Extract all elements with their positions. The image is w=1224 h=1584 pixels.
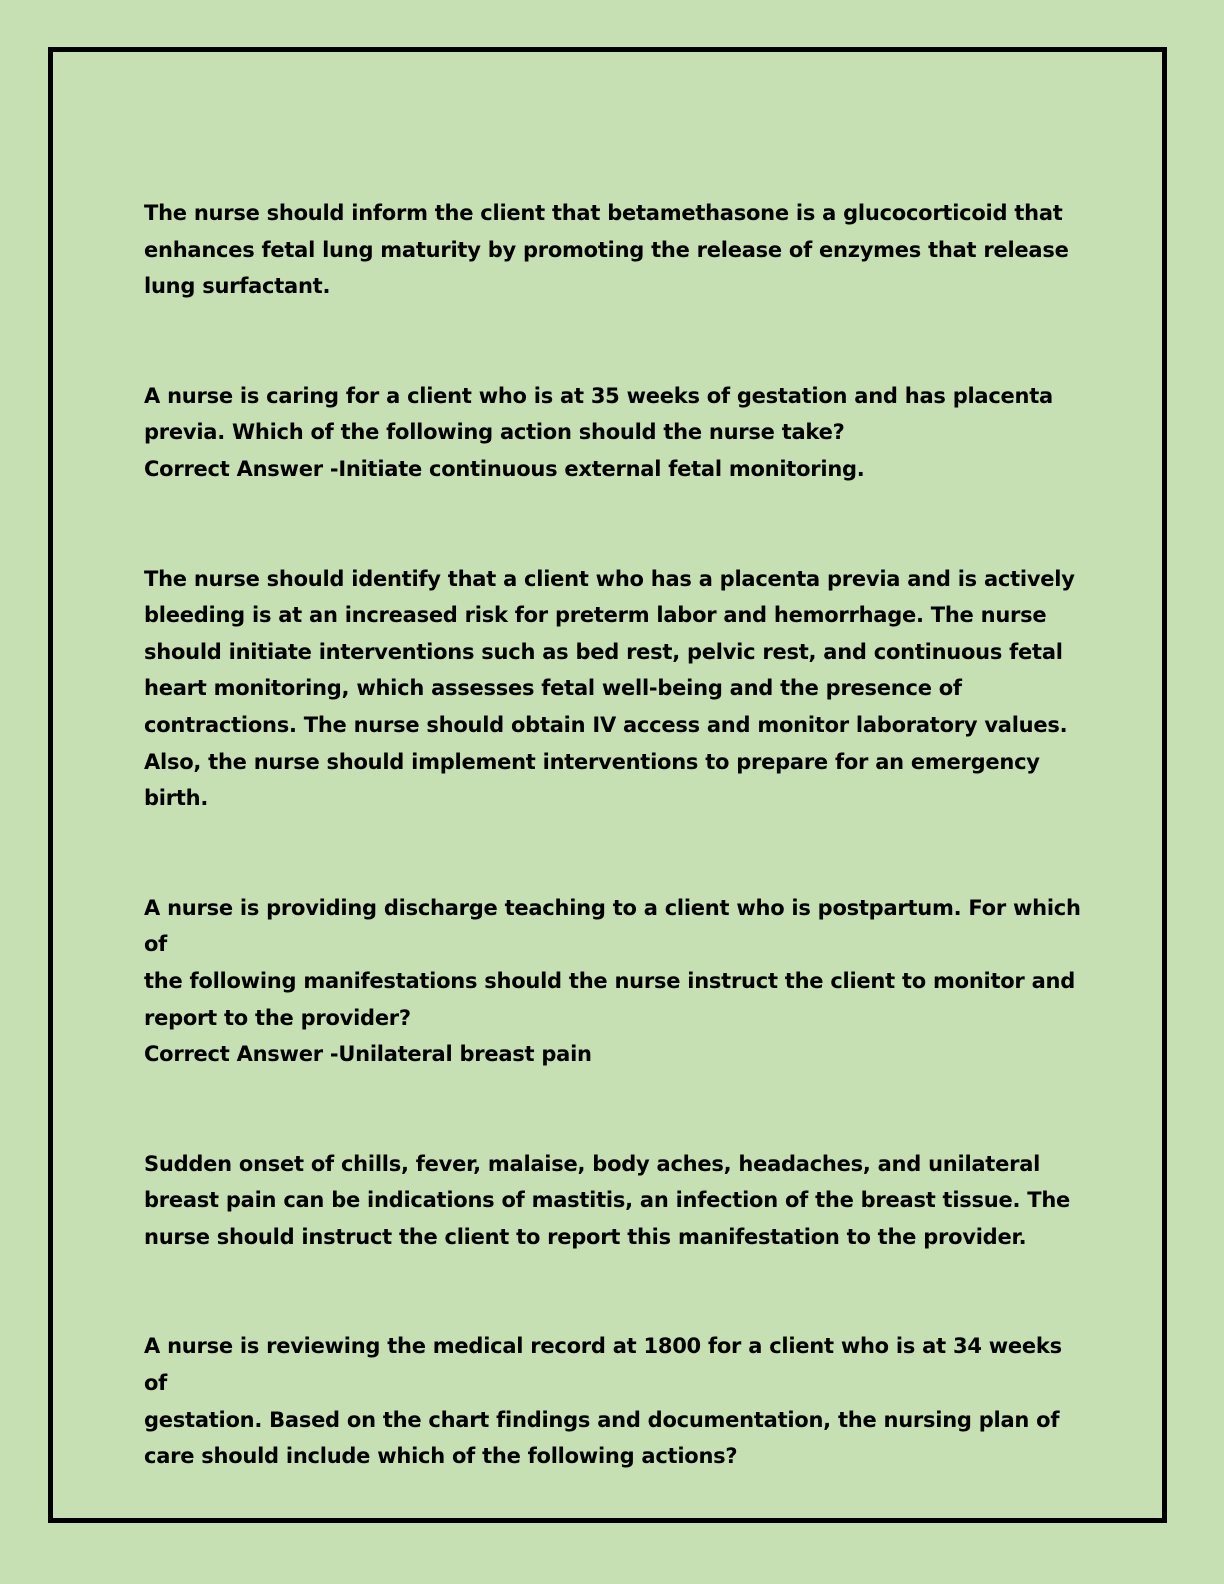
text-line: care should include which of the following actions? <box>144 1444 738 1469</box>
text-line: nurse should instruct the client to report this manifestation to the provider. <box>144 1224 1027 1249</box>
text-line: A nurse is caring for a client who is at 35 weeks of gestation and has placenta <box>144 383 1053 408</box>
rationale-placenta-previa <box>144 561 1084 817</box>
text-line: contractions. The nurse should obtain IV access and monitor laboratory values. <box>144 712 1068 737</box>
correct-answer: Correct Answer -Initiate continuous external fetal monitoring. <box>144 456 865 481</box>
text-line: A nurse is providing discharge teaching to a client who is postpartum. For which of <box>144 895 1081 957</box>
question-medical-record <box>144 1328 1084 1474</box>
rationale-mastitis <box>144 1146 1084 1256</box>
text-line: Also, the nurse should implement interventions to prepare for an emergency <box>144 749 1040 774</box>
text-line: previa. Which of the following action should the nurse take? <box>144 420 845 445</box>
text-line: A nurse is reviewing the medical record at 1800 for a client who is at 34 weeks of <box>144 1334 1062 1396</box>
correct-answer: Correct Answer -Unilateral breast pain <box>144 1042 592 1067</box>
rationale-betamethasone <box>144 195 1084 305</box>
text-line: heart monitoring, which assesses fetal well-being and the presence of <box>144 676 962 701</box>
text-line: The nurse should inform the client that betamethasone is a glucocorticoid that <box>144 201 1063 225</box>
text-line: the following manifestations should the nurse instruct the client to monitor and <box>144 968 1075 993</box>
text-line: breast pain can be indications of mastitis, an infection of the breast tissue. The <box>144 1188 1071 1213</box>
text-line: report to the provider? <box>144 1005 411 1030</box>
question-placenta-previa <box>144 378 1084 488</box>
question-discharge-teaching <box>144 890 1084 1073</box>
text-line: bleeding is at an increased risk for preterm labor and hemorrhage. The nurse <box>144 603 1047 628</box>
text-line: gestation. Based on the chart findings and documentation, the nursing plan of <box>144 1407 1060 1432</box>
document-body <box>144 195 1084 1548</box>
text-line: The nurse should identify that a client who has a placenta previa and is actively <box>144 566 1075 591</box>
text-line: enhances fetal lung maturity by promoting the release of enzymes that release <box>144 237 1069 262</box>
text-line: Sudden onset of chills, fever, malaise, body aches, headaches, and unilateral <box>144 1151 1041 1176</box>
text-line: birth. <box>144 786 209 811</box>
text-line: lung surfactant. <box>144 274 331 299</box>
text-line: should initiate interventions such as bed rest, pelvic rest, and continuous fetal <box>144 639 1063 664</box>
